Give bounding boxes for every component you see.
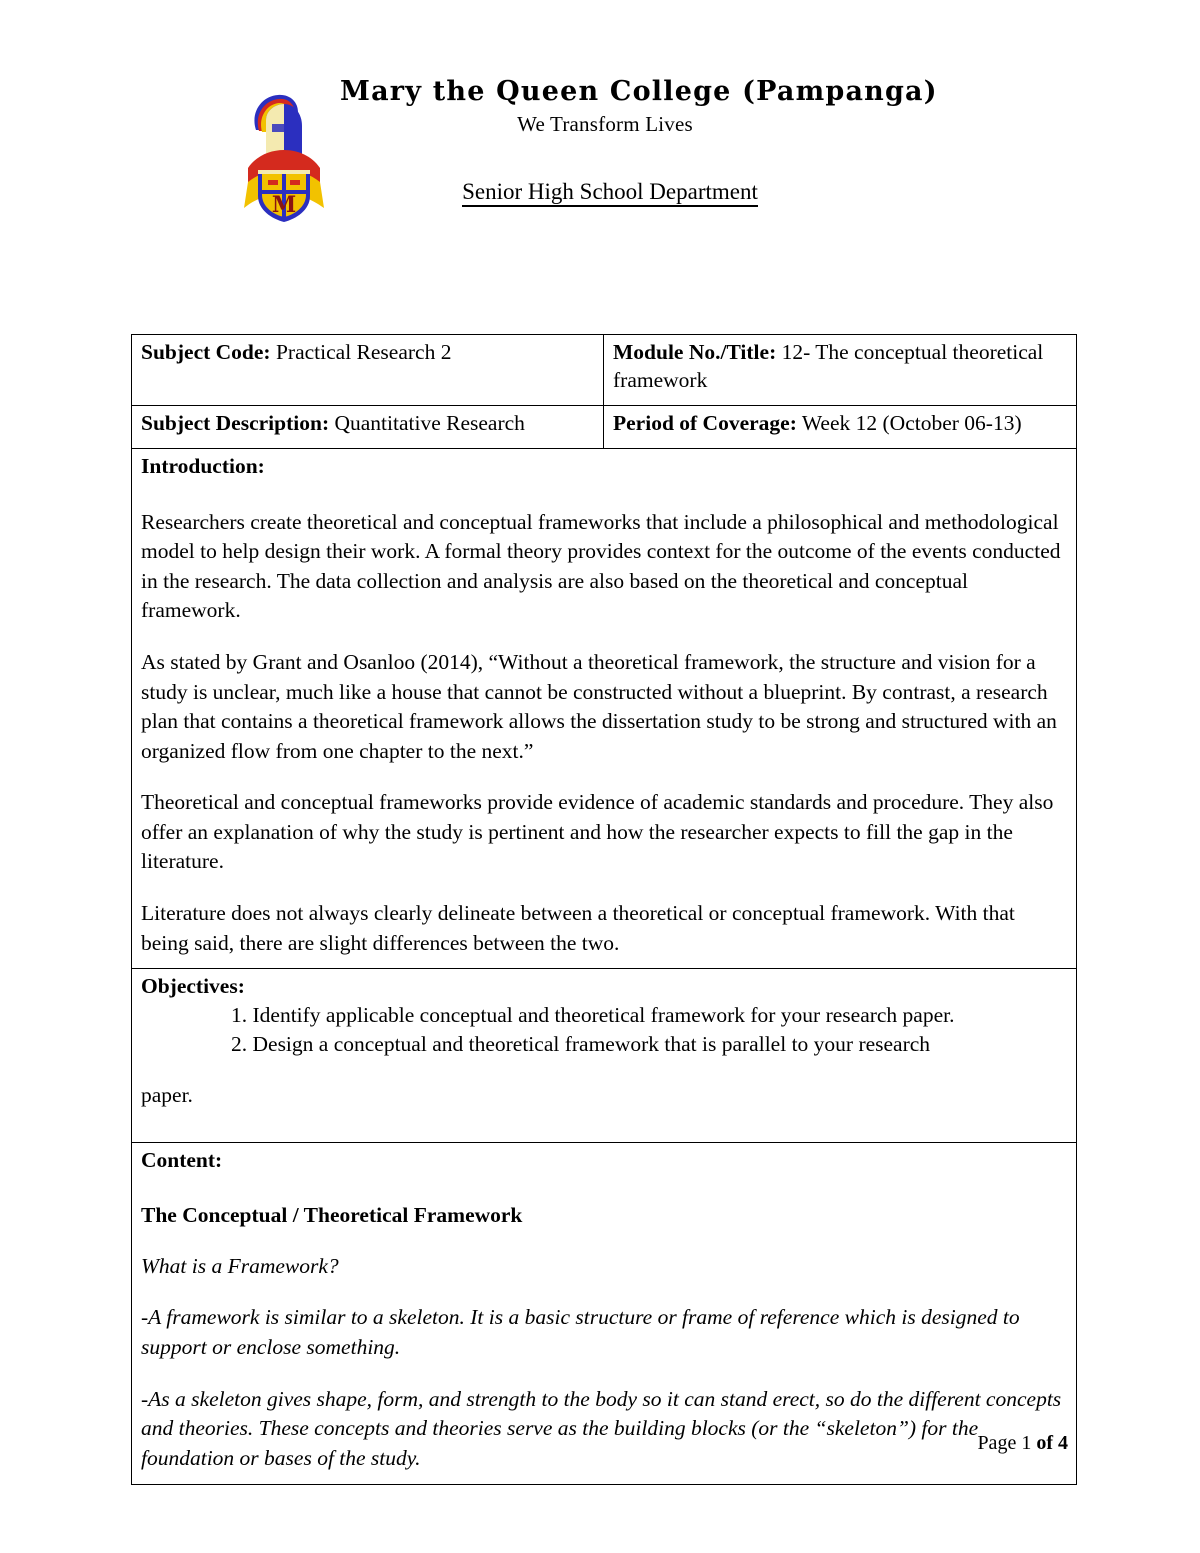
table-row-subject	[132, 335, 1077, 406]
objectives-list	[141, 1001, 1068, 1110]
department-label: Senior High School Department	[462, 179, 758, 207]
school-crest-icon	[228, 86, 340, 224]
page-footer	[0, 1432, 1200, 1455]
introduction-heading: Introduction:	[141, 453, 265, 478]
content-subheading: The Conceptual / Theoretical Framework	[141, 1202, 523, 1227]
cell-subject-code	[132, 335, 604, 406]
introduction-paragraph-2: As stated by Grant and Osanloo (2014), “Without a theoretical framework, the structure and vision for a study is unclear, much like a house that cannot be constructed without a blueprint. By contrast, a research plan that contains a theoretical framework allows the dissertation study to be strong and structured with an organized flow from one chapter to the next.”	[141, 650, 1057, 763]
spacer	[141, 626, 1068, 648]
spacer	[141, 766, 1068, 788]
spacer	[141, 1175, 1068, 1202]
institution-name: Mary the Queen College (Pampanga)	[340, 76, 938, 107]
table-row-objectives	[132, 969, 1077, 1143]
module-info-table	[131, 334, 1077, 1485]
letterhead	[0, 0, 1200, 238]
footer-page-prefix: Page 1	[977, 1432, 1037, 1454]
table-row-description	[132, 405, 1077, 448]
cell-subject-description	[132, 405, 604, 448]
subject-code-value: Practical Research 2	[270, 340, 452, 364]
content-heading: Content:	[141, 1147, 223, 1172]
period-coverage-value: Week 12 (October 06-13)	[796, 410, 1022, 435]
institution-block	[340, 76, 938, 139]
cell-period-coverage	[604, 405, 1077, 448]
spacer	[141, 1230, 1068, 1252]
spacer	[141, 1363, 1068, 1385]
svg-text:M: M	[271, 192, 297, 218]
institution-tagline: We Transform Lives	[517, 112, 693, 137]
department-heading	[0, 179, 1200, 205]
objective-item-1: 1. Identify applicable conceptual and theoretical framework for your research paper.	[231, 1003, 955, 1027]
spacer	[141, 877, 1068, 899]
module-title-value: 12- The conceptual theoretical framework	[613, 340, 1044, 392]
introduction-paragraph-3: Theoretical and conceptual frameworks provide evidence of academic standards and procedure. They also offer an explanation of why the study is pertinent and how the researcher expects to fill the gap in the literature.	[141, 790, 1054, 874]
cell-module-title	[604, 335, 1077, 406]
objective-item-2: 2. Design a conceptual and theoretical framework that is parallel to your research	[231, 1032, 931, 1057]
subject-description-value: Quantitative Research	[329, 410, 525, 435]
cell-objectives	[132, 969, 1077, 1143]
spacer	[141, 1281, 1068, 1303]
objective-item-2-wrap: paper.	[141, 1082, 193, 1107]
introduction-paragraph-1: Researchers create theoretical and conceptual frameworks that include a philosophical and methodological model to help design their work. A formal theory provides context for the outcome of the events conducted in the research. The data collection and analysis are also based on the theoretical and conceptual framework.	[141, 509, 1061, 623]
subject-code-label: Subject Code:	[141, 340, 271, 364]
objectives-heading: Objectives:	[141, 974, 245, 999]
module-title-label: Module No./Title:	[613, 340, 777, 364]
subject-description-label: Subject Description:	[141, 410, 330, 435]
footer-page-suffix: of 4	[1036, 1432, 1068, 1454]
spacer	[141, 481, 1068, 508]
table-row-introduction	[132, 448, 1077, 968]
cell-introduction	[132, 448, 1077, 968]
content-paragraph-1: -A framework is similar to a skeleton. It is a basic structure or frame of reference which is designed to support or enclose something.	[141, 1305, 1020, 1359]
content-question: What is a Framework?	[141, 1253, 339, 1278]
content-paragraph-2: -As a skeleton gives shape, form, and strength to the body so it can stand erect, so do the different concepts and theories. These concepts and theories serve as the building blocks (or the “skeleton”) for the foundation or bases of the study.	[141, 1386, 1062, 1470]
introduction-paragraph-4: Literature does not always clearly delineate between a theoretical or conceptual framework. With that being said, there are slight differences between the two.	[141, 900, 1015, 955]
period-coverage-label: Period of Coverage:	[613, 410, 797, 435]
